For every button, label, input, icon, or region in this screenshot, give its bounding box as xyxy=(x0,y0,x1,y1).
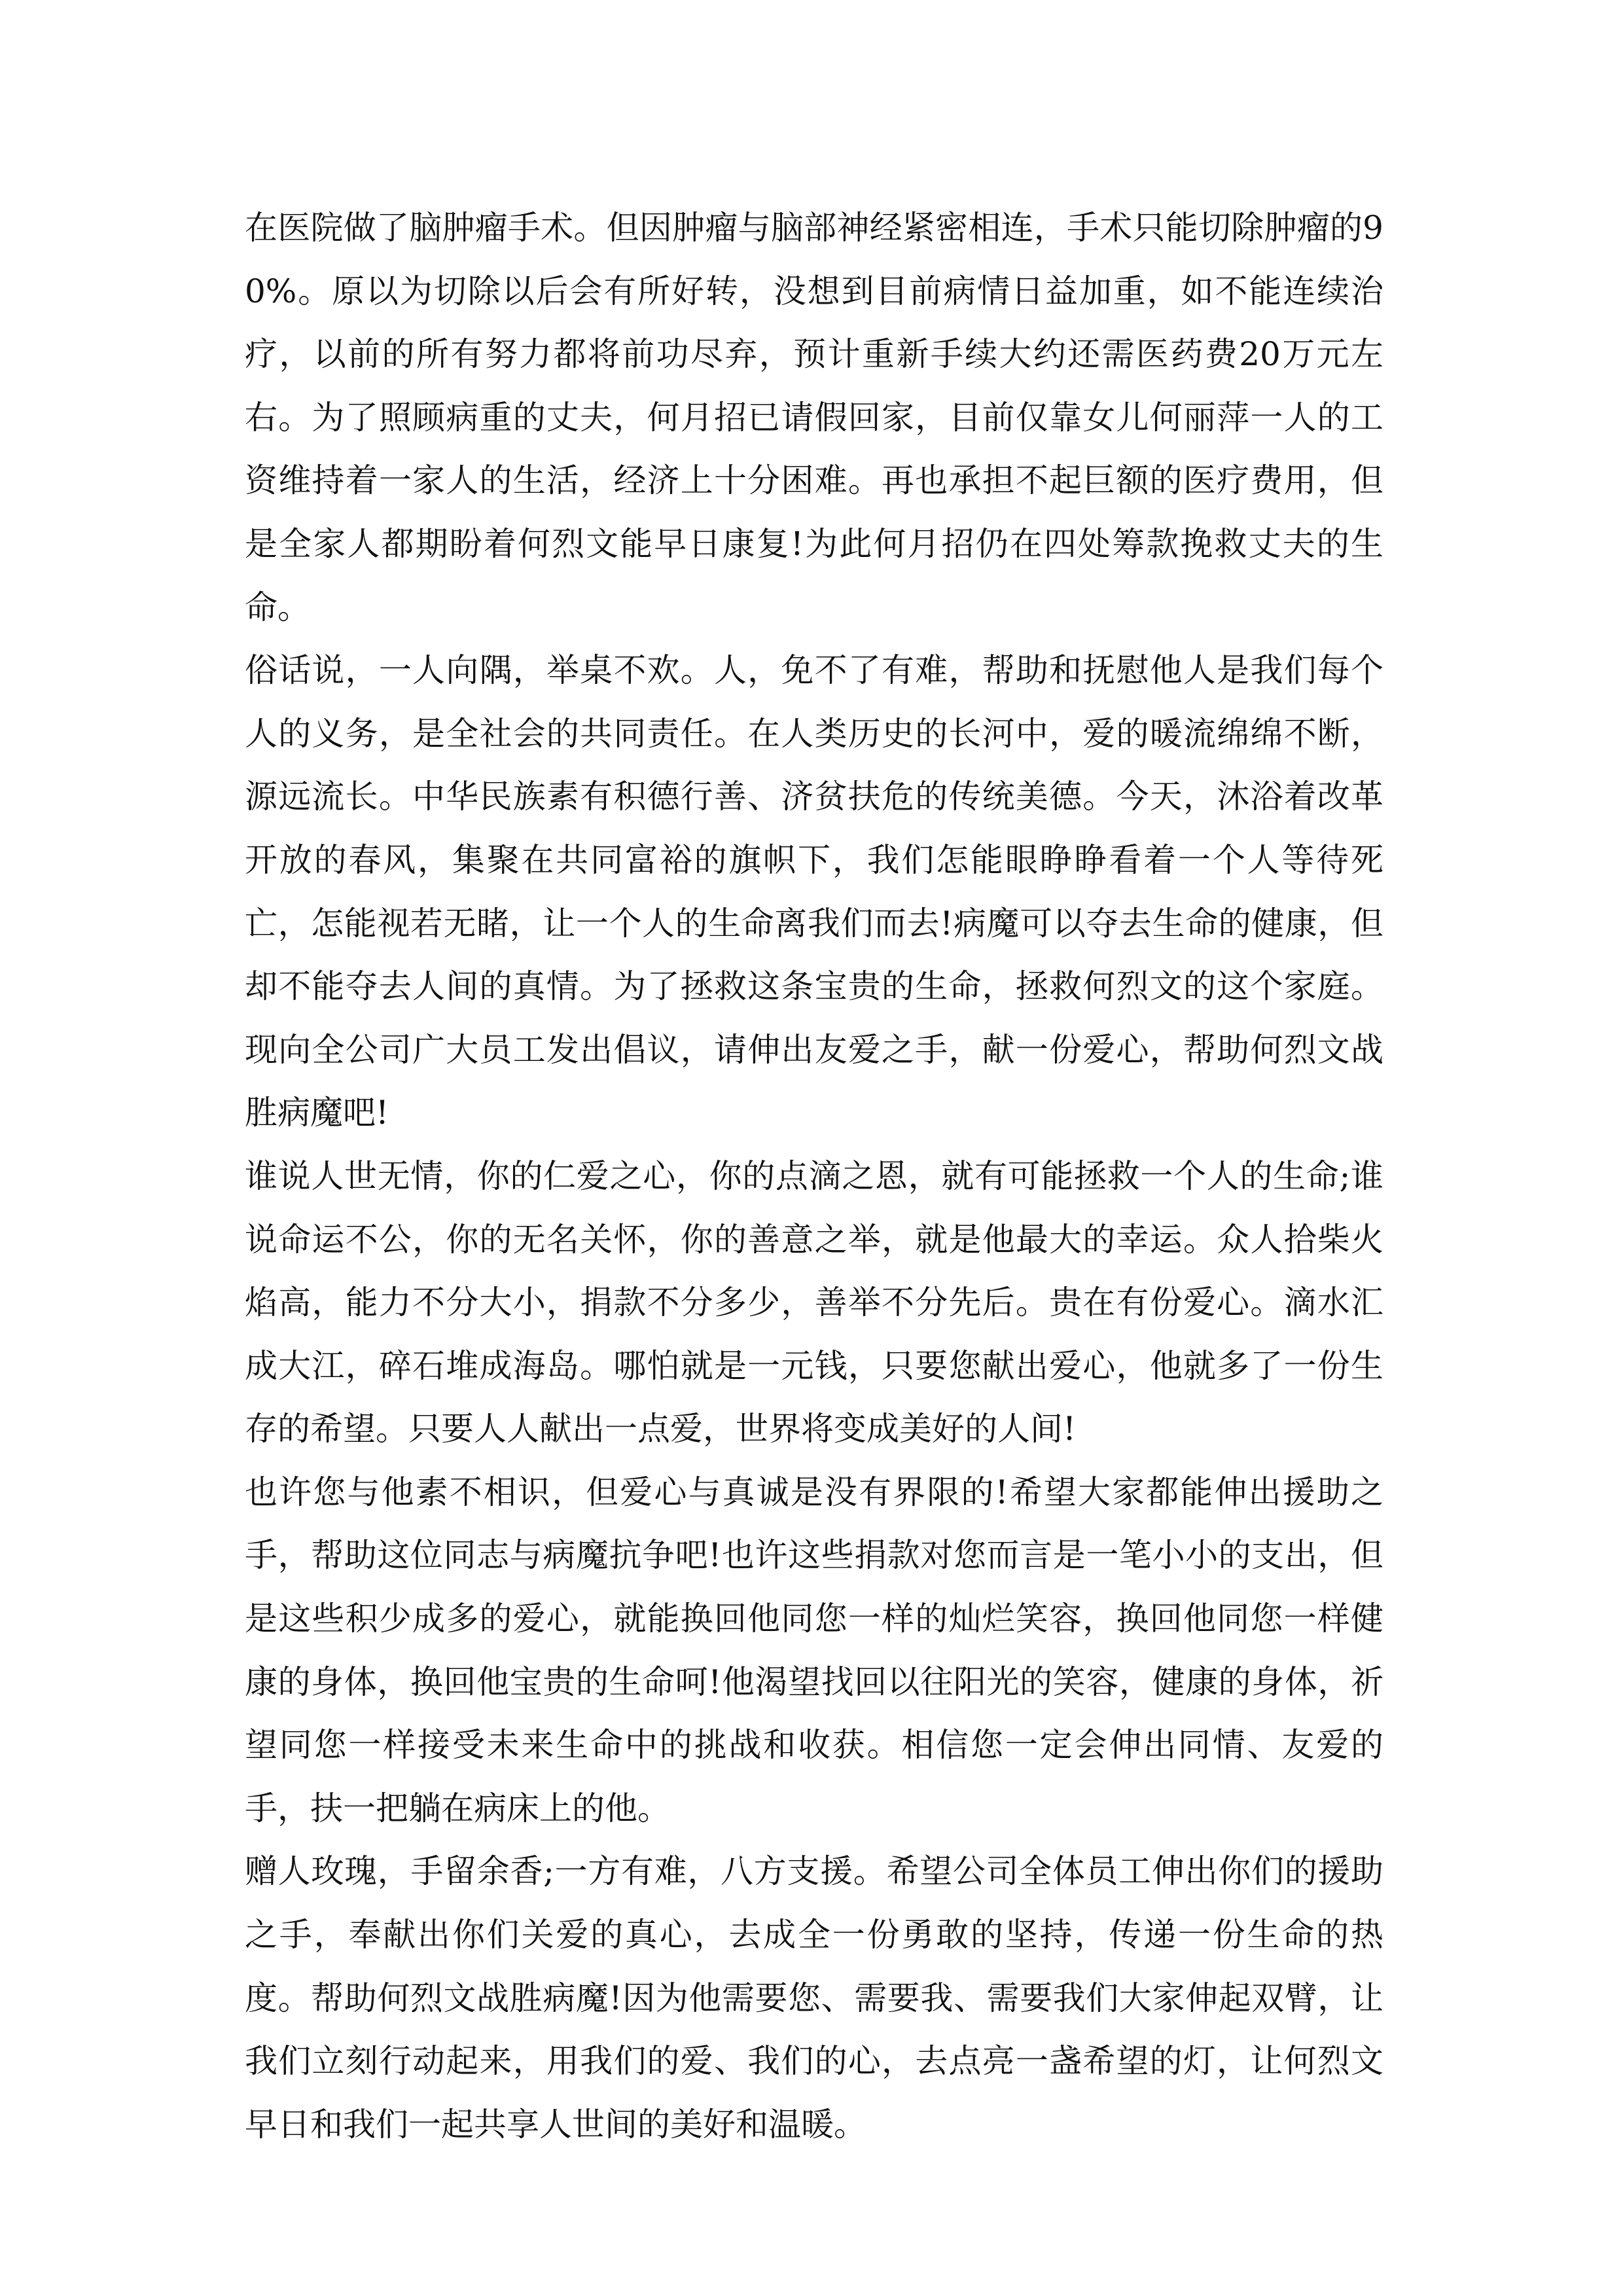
paragraph-medical-situation: 在医院做了脑肿瘤手术。但因肿瘤与脑部神经紧密相连，手术只能切除肿瘤的90%。原以为切除以后会有所好转，没想到目前病情日益加重，如不能连续治疗，以前的所有努力都将前功尽弃，预计重新手续大约还需医药费20万元左右。为了照顾病重的丈夫，何月招已请假回家，目前仅靠女儿何丽萍一人的工资维持着一家人的生活，经济上十分困难。再也承担不起巨额的医疗费用，但是全家人都期盼着何烈文能早日康复!为此何月招仍在四处筹款挽救丈夫的生命。 xyxy=(245,209,1383,626)
document-body xyxy=(245,196,1383,2156)
paragraph-help-struggle: 也许您与他素不相识，但爱心与真诚是没有界限的!希望大家都能伸出援助之手，帮助这位同志与病魔抗争吧!也许这些捐款对您而言是一笔小小的支出，但是这些积少成多的爱心，就能换回他同您一样的灿烂笑容，换回他同您一样健康的身体，换回他宝贵的生命呵!他渴望找回以往阳光的笑容，健康的身体，祈望同您一样接受未来生命中的挑战和收获。相信您一定会伸出同情、友爱的手，扶一把躺在病床上的他。 xyxy=(245,1473,1383,1827)
paragraph-call-to-action: 赠人玫瑰，手留余香;一方有难，八方支援。希望公司全体员工伸出你们的援助之手，奉献出你们关爱的真心，去成全一份勇敢的坚持，传递一份生命的热度。帮助何烈文战胜病魔!因为他需要您、需要我、需要我们大家伸起双臂，让我们立刻行动起来，用我们的爱、我们的心，去点亮一盏希望的灯，让何烈文早日和我们一起共享人世间的美好和温暖。 xyxy=(245,1852,1383,2144)
paragraph-appeal-proverb: 俗话说，一人向隅，举桌不欢。人，免不了有难，帮助和抚慰他人是我们每个人的义务，是全社会的共同责任。在人类历史的长河中，爱的暖流绵绵不断，源远流长。中华民族素有积德行善、济贫扶危的传统美德。今天，沐浴着改革开放的春风，集聚在共同富裕的旗帜下，我们怎能眼睁睁看着一个人等待死亡，怎能视若无睹，让一个人的生命离我们而去!病魔可以夺去生命的健康，但却不能夺去人间的真情。为了拯救这条宝贵的生命，拯救何烈文的这个家庭。现向全公司广大员工发出倡议，请伸出友爱之手，献一份爱心，帮助何烈文战胜病魔吧! xyxy=(245,651,1383,1132)
paragraph-love-and-kindness: 谁说人世无情，你的仁爱之心，你的点滴之恩，就有可能拯救一个人的生命;谁说命运不公，你的无名关怀，你的善意之举，就是他最大的幸运。众人拾柴火焰高，能力不分大小，捐款不分多少，善举不分先后。贵在有份爱心。滴水汇成大江，碎石堆成海岛。哪怕就是一元钱，只要您献出爱心，他就多了一份生存的希望。只要人人献出一点爱，世界将变成美好的人间! xyxy=(245,1157,1383,1448)
